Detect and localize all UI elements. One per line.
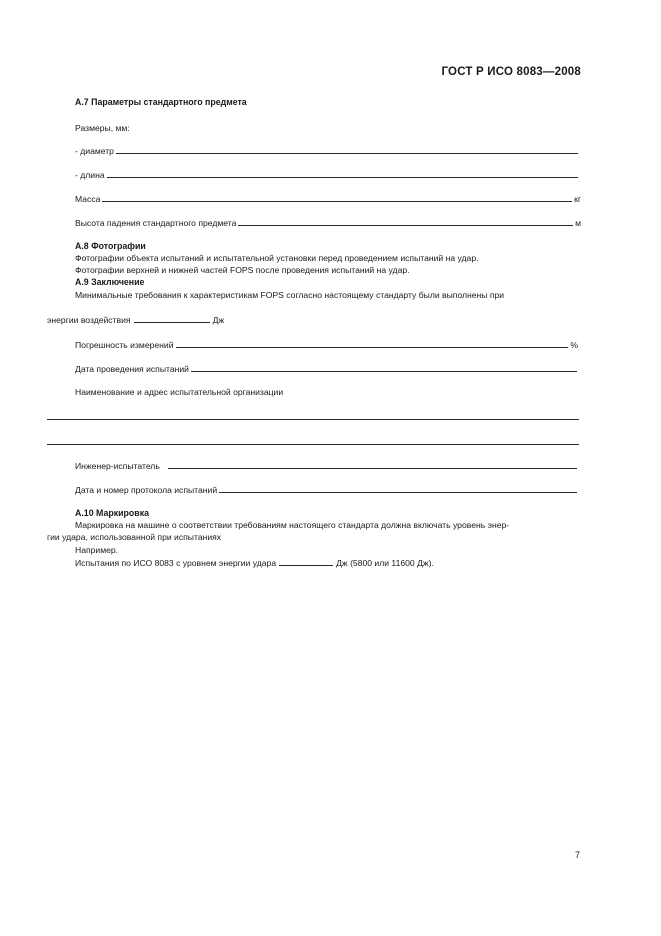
example-energy-input-line[interactable]	[279, 557, 333, 566]
energy-field[interactable]	[47, 314, 224, 325]
mass-field[interactable]	[75, 193, 581, 204]
marking-line-1: Маркировка на машине о соответствии требованиям настоящего стандарта должна включать уровень энер-	[75, 520, 510, 530]
example-text-post: Дж (5800 или 11600 Дж).	[336, 558, 434, 568]
dimensions-label: Размеры, мм:	[75, 123, 130, 133]
test-date-field[interactable]	[75, 363, 579, 374]
energy-label: энергии воздействия	[47, 315, 131, 325]
drop-height-unit: м	[575, 218, 581, 228]
energy-input-line[interactable]	[134, 314, 210, 323]
drop-height-input-line[interactable]	[238, 217, 573, 226]
test-date-input-line[interactable]	[191, 363, 577, 372]
mass-input-line[interactable]	[102, 193, 572, 202]
energy-unit: Дж	[212, 315, 225, 325]
measurement-error-unit: %	[570, 340, 578, 350]
section-a7-title: А.7 Параметры стандартного предмета	[75, 97, 247, 107]
length-label: - длина	[75, 170, 105, 180]
test-date-label: Дата проведения испытаний	[75, 364, 189, 374]
section-a8-title: А.8 Фотографии	[75, 241, 146, 251]
page-number: 7	[575, 850, 581, 860]
protocol-input-line[interactable]	[219, 484, 577, 493]
measurement-error-label: Погрешность измерений	[75, 340, 174, 350]
conclusion-text-line-1: Минимальные требования к характеристикам FOPS согласно настоящему стандарту были выполнены при	[75, 290, 505, 300]
mass-label: Масса	[75, 194, 101, 204]
organization-label: Наименование и адрес испытательной организации	[75, 387, 284, 397]
protocol-label: Дата и номер протокола испытаний	[75, 485, 218, 495]
drop-height-label: Высота падения стандартного предмета	[75, 218, 237, 228]
protocol-field[interactable]	[75, 484, 579, 495]
engineer-label: Инженер-испытатель	[75, 461, 160, 471]
diameter-field[interactable]	[75, 145, 580, 156]
length-field[interactable]	[75, 169, 580, 180]
length-input-line[interactable]	[107, 169, 578, 178]
section-a10-title: А.10 Маркировка	[75, 508, 149, 518]
example-text-pre: Испытания по ИСО 8083 с уровнем энергии удара	[75, 558, 277, 568]
photos-line-2: Фотографии верхней и нижней частей FOPS после проведения испытаний на удар.	[75, 265, 410, 275]
photos-line-1: Фотографии объекта испытаний и испытательной установки перед проведением испытаний на удар.	[75, 253, 479, 263]
organization-input-line-2[interactable]	[47, 443, 579, 445]
section-a9-title: А.9 Заключение	[75, 277, 145, 287]
mass-unit: кг	[574, 194, 581, 204]
measurement-error-field[interactable]	[75, 339, 578, 350]
example-label: Например.	[75, 545, 119, 555]
diameter-input-line[interactable]	[116, 145, 578, 154]
drop-height-field[interactable]	[75, 217, 581, 228]
engineer-field[interactable]	[75, 460, 579, 471]
document-header: ГОСТ Р ИСО 8083—2008	[441, 66, 581, 78]
diameter-label: - диаметр	[75, 146, 114, 156]
marking-line-2: гии удара, использованной при испытаниях	[47, 532, 222, 542]
organization-input-line-1[interactable]	[47, 418, 579, 420]
measurement-error-input-line[interactable]	[176, 339, 569, 348]
engineer-input-line[interactable]	[168, 460, 577, 469]
example-field[interactable]	[75, 557, 434, 568]
